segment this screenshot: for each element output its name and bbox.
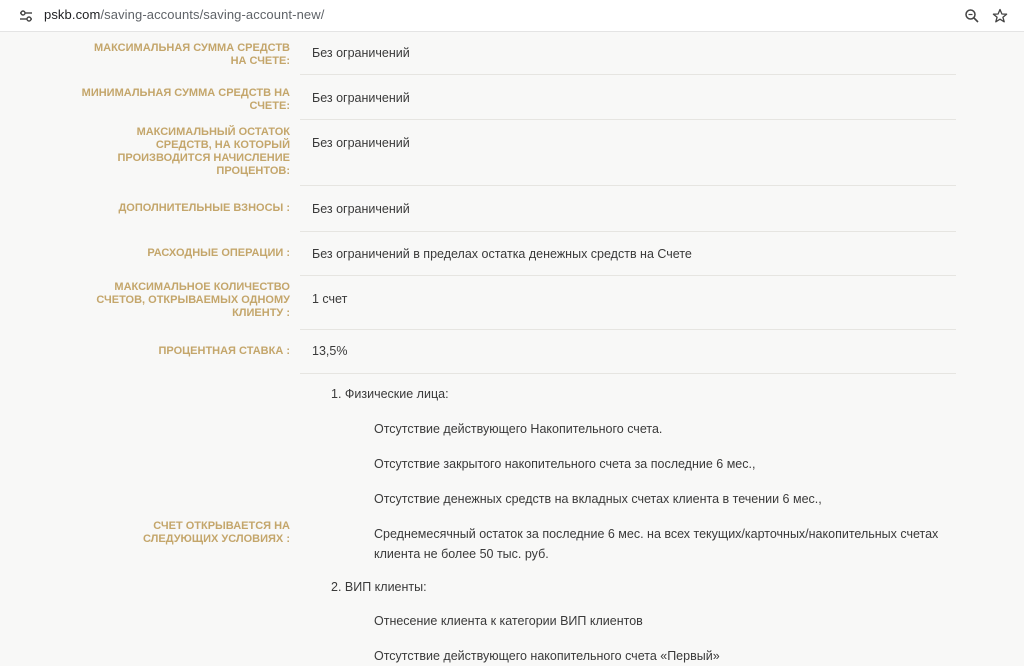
row-label: МАКСИМАЛЬНЫЙ ОСТАТОК СРЕДСТВ, НА КОТОРЫЙ ПРОИЗВОДИТСЯ НАЧИСЛЕНИЕ ПРОЦЕНТОВ: <box>117 126 290 177</box>
url-host: pskb.com <box>44 7 101 22</box>
row-label: МАКСИМАЛЬНАЯ СУММА СРЕДСТВ НА СЧЕТЕ: <box>94 42 290 67</box>
row-divider <box>300 373 956 374</box>
condition-item: Среднемесячный остаток за последние 6 мес. на всех текущих/карточных/накопительных счетах клиента не более 50 тыс. руб. <box>374 527 939 561</box>
conditions-group-title: 2. ВИП клиенты: <box>331 580 427 594</box>
url-path: /saving-accounts/saving-account-new/ <box>100 7 325 22</box>
condition-item: Отсутствие действующего Накопительного счета. <box>374 422 663 436</box>
zoom-icon[interactable] <box>962 6 982 26</box>
tune-icon[interactable] <box>16 6 36 26</box>
conditions-label: СЧЕТ ОТКРЫВАЕТСЯ НА СЛЕДУЮЩИХ УСЛОВИЯХ : <box>143 520 290 545</box>
row-value: Без ограничений <box>312 202 410 216</box>
row-value: 1 счет <box>312 292 348 306</box>
url-text[interactable] <box>44 7 324 22</box>
star-icon[interactable] <box>990 6 1010 26</box>
condition-item: Отнесение клиента к категории ВИП клиентов <box>374 614 643 628</box>
row-divider <box>300 231 956 232</box>
conditions-group-title: 1. Физические лица: <box>331 387 449 401</box>
row-label: МАКСИМАЛЬНОЕ КОЛИЧЕСТВО СЧЕТОВ, ОТКРЫВАЕМЫХ ОДНОМУ КЛИЕНТУ : <box>96 281 290 319</box>
condition-item: Отсутствие закрытого накопительного счета за последние 6 мес., <box>374 457 756 471</box>
row-divider <box>300 185 956 186</box>
row-value: Без ограничений в пределах остатка денежных средств на Счете <box>312 247 692 261</box>
row-value: Без ограничений <box>312 46 410 60</box>
row-value: 13,5% <box>312 344 348 358</box>
row-divider <box>300 329 956 330</box>
row-label: ПРОЦЕНТНАЯ СТАВКА : <box>158 345 290 357</box>
row-value: Без ограничений <box>312 136 410 150</box>
condition-item: Отсутствие действующего накопительного счета «Первый» <box>374 649 720 663</box>
row-divider <box>300 119 956 120</box>
row-divider <box>300 74 956 75</box>
row-label: МИНИМАЛЬНАЯ СУММА СРЕДСТВ НА СЧЕТЕ: <box>81 87 290 112</box>
condition-item: Отсутствие денежных средств на вкладных счетах клиента в течении 6 мес., <box>374 492 822 506</box>
row-label: ДОПОЛНИТЕЛЬНЫЕ ВЗНОСЫ : <box>118 202 290 214</box>
row-value: Без ограничений <box>312 91 410 105</box>
row-label: РАСХОДНЫЕ ОПЕРАЦИИ : <box>147 247 290 259</box>
row-divider <box>300 275 956 276</box>
address-bar[interactable] <box>0 0 1024 32</box>
